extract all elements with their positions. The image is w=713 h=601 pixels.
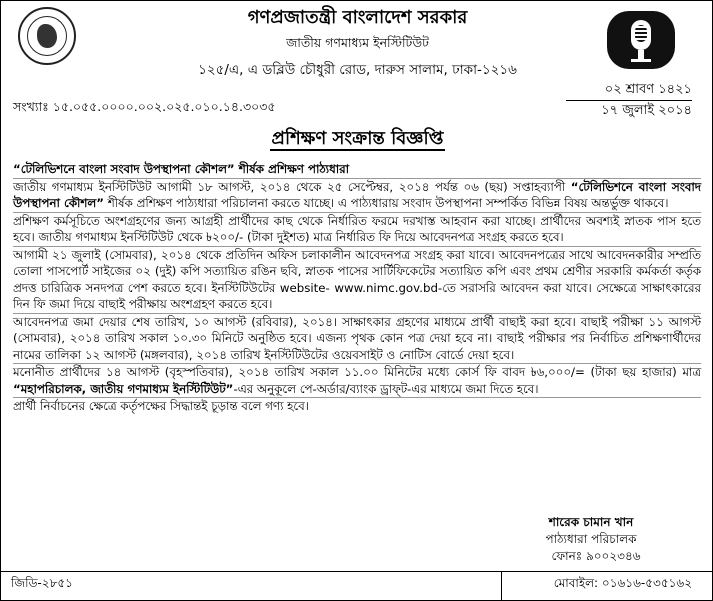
signatory-phone: ফোনঃ ৯০০২৩৪৬ [551, 549, 641, 563]
date-box [566, 81, 692, 120]
govt-title: গণপ্রজাতন্ত্রী বাংলাদেশ সরকার [247, 7, 468, 28]
paragraph-application: আগামী ২১ জুলাই (সোমবার), ২০১৪ থেকে প্রতিদিন অফিস চলাকালীন আবেদনপত্র সংগ্রহ করা যাবে। আবেদনপত্রের সাথে আবেদনকারীর সম্প্রতি তোলা পাসপোর্ট সাইজের ০২ (দুই) কপি সত্যায়িত রঙিন ছবি, স্নাতক পাসের সার্টিফিকেটের সত্যায়িত কপি এবং প্রথম শ্রেণীর সরকারি কর্মকর্তা কর্তৃক প্রদত্ত চারিত্রিক সনদপত্র পেশ করতে হবে। ইনস্টিটিউটের website- www.nimc.gov.bd-তে সরাসরি আবেদন করা যাবে। সেক্ষেত্রে সাক্ষাৎকারের দিন ফি জমা দিয়ে বাছাই পরীক্ষায় অংশগ্রহণ করতে হবে। [13, 247, 701, 311]
paragraph-eligibility: প্রশিক্ষণ কর্মসূচিতে অংশগ্রহণের জন্য আগ্রহী প্রার্থীদের কাছ থেকে নির্ধারিত ফরমে দরখাস্ত আহবান করা যাচ্ছে। প্রার্থীদের অবশ্যই স্নাতক পাস হতে হবে। জাতীয় গণমাধ্যম ইনস্টিটিউট থেকে ৳২০০/- (টাকা দুইশত) মাত্র নির্ধারিত ফি দিয়ে আবেদনপত্র সংগ্রহ করতে হবে। [13, 213, 701, 244]
paragraph-intro-course-name: “টেলিভিশনে বাংলা সংবাদ উপস্থাপনা কৌশল” [13, 179, 701, 210]
course-title: “টেলিভিশনে বাংলা সংবাদ উপস্থাপনা কৌশল” শীর্ষক প্রশিক্ষণ পাঠ্যধারা [13, 162, 350, 176]
notice-title [1, 128, 713, 150]
footer-vertical-divider [501, 571, 502, 601]
memo-number: সংখ্যাঃ ১৫.০৫৫.০০০০.০০২.০২৫.০১০.১৪.৩০৩৫ [13, 99, 276, 114]
dg-number: জিডি-২৮৫১ [11, 576, 73, 590]
header [1, 1, 713, 93]
paragraph-intro-part-a: জাতীয় গণমাধ্যম ইনস্টিটিউট আগামী ১৮ আগস্ট, ২০১৪ থেকে ২৫ সেপ্টেম্বর, ২০১৪ পর্যন্ত ০৬ (ছয়) সপ্তাহব্যাপী [13, 179, 571, 194]
paragraph-fee-part-a: মনোনীত প্রার্থীদের ১৪ আগস্ট (বৃহস্পতিবার), ২০১৪ তারিখ সকাল ১১.০০ মিনিটের মধ্যে কোর্স ফি বাবদ ৳৬,০০০/= (টাকা ছয় হাজার) মাত্র [13, 365, 701, 379]
date-english: ১৭ জুলাই ২০১৪ [601, 103, 692, 118]
signatory-name: শারেক চামান খান [548, 515, 634, 529]
institute-name: জাতীয় গণমাধ্যম ইনস্টিটিউট [286, 35, 429, 50]
paragraph-deadline: আবেদনপত্র জমা দেয়ার শেষ তারিখ, ১০ আগস্ট (রবিবার), ২০১৪। সাক্ষাৎকার গ্রহণের মাধ্যমে প্রার্থী বাছাই করা হবে। বাছাই পরীক্ষা ১১ আগস্ট (সোমবার), ২০১৪ তারিখ সকাল ১০.৩০ মিনিটে অনুষ্ঠিত হবে। এজন্য পৃথক কোন পত্র দেয়া হবে না। বাছাই পরীক্ষার পর নির্বাচিত প্রশিক্ষণার্থীদের নামের তালিকা ১২ আগস্ট (মঙ্গলবার), ২০১৪ তারিখ ইনস্টিটিউটের ওয়েবসাইট ও নোটিস বোর্ডে দেয়া হবে। [13, 314, 701, 362]
notice-body [13, 161, 701, 415]
signatory-designation: পাঠ্যধারা পরিচালক [545, 532, 637, 546]
paragraph-fee [13, 363, 701, 397]
mobile-number: মোবাইল: ০১৬১৬-৫৩৫১৬২ [553, 576, 692, 590]
institute-address: ১২৫/এ, এ ডব্লিউ চৌধুরী রোড, দারুস সালাম, ঢাকা-১২১৬ [198, 62, 517, 78]
paragraph-intro-part-c: শীর্ষক প্রশিক্ষণ পাঠ্যধারা পরিচালনা করতে যাচ্ছে। এ পাঠ্যধারায় সংবাদ উপস্থাপনা সম্পর্কিত বিভিন্ন বিষয় অন্তর্ভুক্ত থাকবে। [103, 196, 669, 210]
date-bangla: ০২ শ্রাবণ ১৪২১ [604, 82, 692, 97]
footer-divider [1, 571, 713, 572]
signature-block [501, 514, 681, 565]
notice-title-text: প্রশিক্ষণ সংক্রান্ত বিজ্ঞপ্তি [271, 128, 444, 149]
paragraph-intro [13, 178, 701, 212]
date-divider [566, 100, 692, 101]
microphone-logo-icon [607, 11, 675, 69]
paragraph-fee-part-c: -এর অনুকূলে পে-অর্ডার/ব্যাংক ড্রাফ্‌ট-এর মাধ্যমে জমা দিতে হবে। [233, 381, 539, 396]
paragraph-fee-payee: “মহাপরিচালক, জাতীয় গণমাধ্যম ইনস্টিটিউট” [13, 381, 234, 396]
paragraph-authority: প্রার্থী নির্বাচনের ক্ষেত্রে কর্তৃপক্ষের সিদ্ধান্তই চূড়ান্ত বলে গণ্য হবে। [13, 397, 701, 415]
